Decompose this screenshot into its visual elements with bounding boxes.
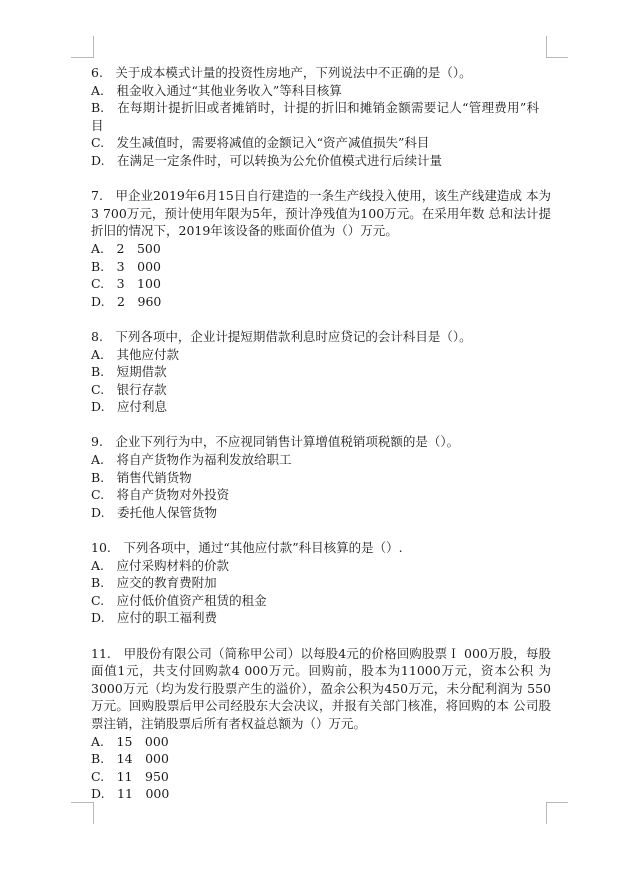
option-c: C. 应付低价值资产租赁的租金	[91, 592, 267, 608]
option-a: A. 应付采购材料的价款	[91, 557, 230, 573]
question-stem: 6. 关于成本模式计量的投资性房地产，下列说法中不正确的是（）。	[91, 65, 472, 80]
question-10	[91, 539, 551, 627]
option-c: C. 将自产货物对外投资	[91, 487, 230, 503]
option-b: B. 在每期计提折旧或者摊销时，计提的折旧和摊销金额需要记人“管理费用”科 目	[91, 100, 552, 133]
option-d: D. 在满足一定条件时，可以转换为公允价值模式进行后续计量	[91, 152, 443, 168]
question-stem: 10. 下列各项中，通过“其他应付款”科目核算的是（）.	[91, 540, 403, 556]
option-b: B. 销售代销货物	[91, 469, 192, 485]
option-d: D. 11 000	[91, 786, 170, 802]
option-a: A. 将自产货物作为福利发放给职工	[91, 452, 292, 468]
option-a: A. 租金收入通过“其他业务收入”等科目核算	[91, 82, 342, 98]
option-b: B. 应交的教育费附加	[91, 575, 217, 591]
question-7	[91, 187, 551, 310]
crop-mark-top-left-vertical	[93, 36, 94, 58]
question-6	[91, 64, 551, 170]
question-9	[91, 433, 551, 521]
question-11	[91, 645, 551, 803]
option-c: C. 发生减值时，需要将减值的金额记入“资产减值损失”科目	[91, 135, 430, 151]
option-b: B. 短期借款	[91, 364, 167, 380]
option-c: C. 银行存款	[91, 381, 167, 397]
option-b: B. 3 000	[91, 258, 161, 274]
option-a: A. 2 500	[91, 240, 161, 256]
question-stem: 8. 下列各项中，企业计提短期借款利息时应贷记的会计科目是（）。	[91, 328, 472, 344]
option-d: D. 委托他人保管货物	[91, 504, 218, 520]
option-d: D. 应付的职工福利费	[91, 610, 218, 626]
crop-mark-top-right-horizontal	[546, 57, 568, 58]
question-list	[91, 64, 551, 821]
option-a: A. 15 000	[91, 733, 169, 749]
crop-mark-top-right-vertical	[546, 36, 547, 58]
question-stem: 9. 企业下列行为中，不应视同销售计算增值税销项税额的是（）。	[91, 434, 460, 450]
option-d: D. 应付利息	[91, 399, 168, 415]
question-8	[91, 328, 551, 416]
option-c: C. 3 100	[91, 276, 161, 292]
question-stem: 7. 甲企业2019年6月15日自行建造的一条生产线投入使用，该生产线建造成 本为3 700万元，预计使用年限为5年，预计净残值为100万元。在采用年数 总和法计提折旧的情况下，2019年该设备的账面价值为（）万元。	[91, 188, 551, 239]
option-a: A. 其他应付款	[91, 346, 180, 362]
crop-mark-bottom-left-horizontal	[71, 802, 93, 803]
crop-mark-top-left-horizontal	[71, 57, 93, 58]
question-stem: 11. 甲股份有限公司（简称甲公司）以每股4元的价格回购股票Ｉ 000万股，每股 面值1元，共支付回购款4 000万元。回购前，股本为11000万元，资本公积 为3000万元（均为发行股票产生的溢价），盈余公积为450万元，未分配利润为 550万元。回购股票后甲公司经股东大会决议，并报有关部门核准，将回购的本 公司股票注销，注销股票后所有者权益总额为（）万元。	[91, 645, 551, 731]
option-b: B. 14 000	[91, 751, 169, 767]
option-c: C. 11 950	[91, 768, 169, 784]
option-d: D. 2 960	[91, 293, 162, 309]
